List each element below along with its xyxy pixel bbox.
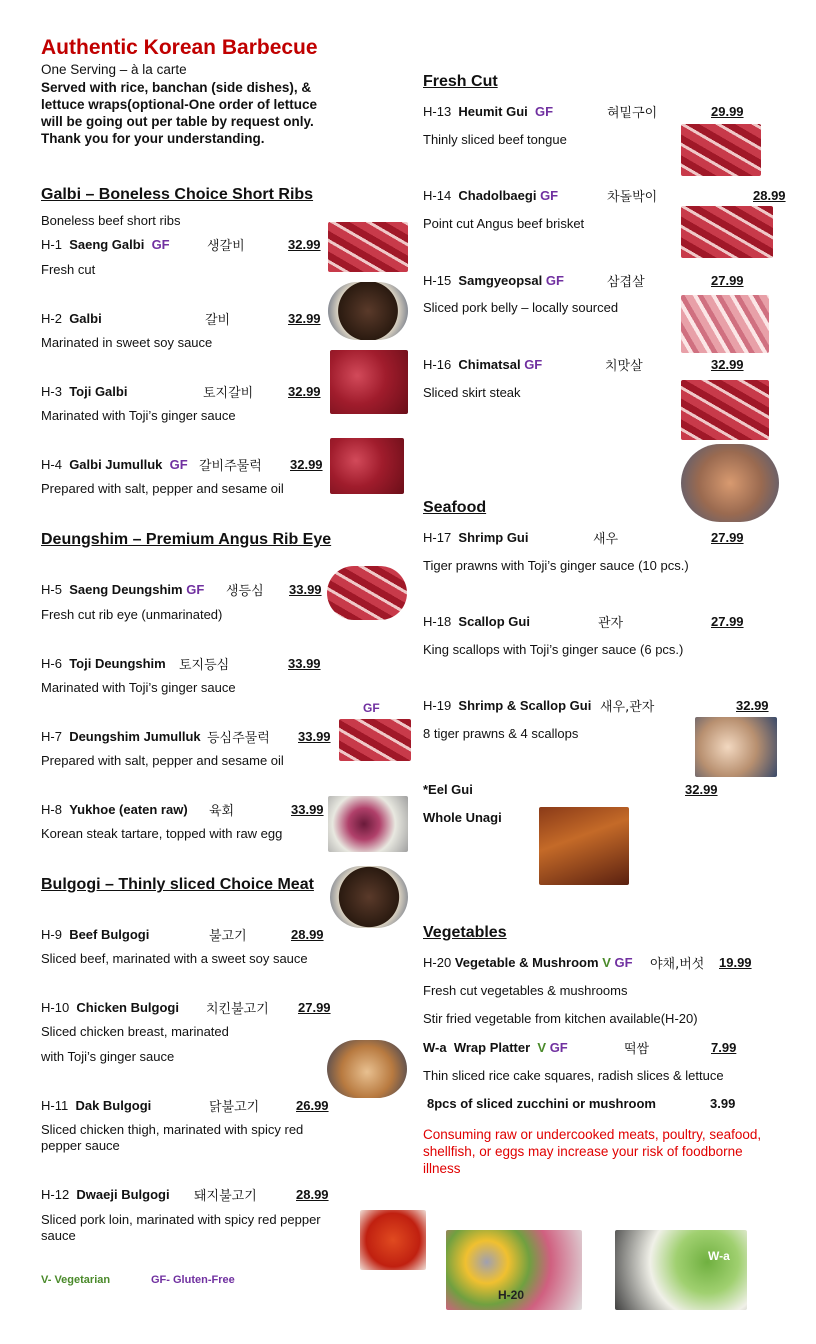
item-code: H-10 xyxy=(41,1000,70,1015)
item-name: Galbi Jumulluk xyxy=(69,457,163,472)
eel-gui-desc: Whole Unagi xyxy=(423,810,502,825)
item-code: H-8 xyxy=(41,802,62,817)
item-desc: Thinly sliced beef tongue xyxy=(423,132,567,147)
item-desc-2: Stir fried vegetable from kitchen available(H-20) xyxy=(423,1011,698,1026)
item-price: 33.99 xyxy=(298,729,331,744)
item-desc-line-1: Sliced chicken breast, marinated xyxy=(41,1024,229,1039)
menu-item-h20 xyxy=(423,955,633,970)
item-price: 33.99 xyxy=(291,802,324,817)
menu-item-h19 xyxy=(423,698,591,713)
item-desc-line-2: sauce xyxy=(41,1228,76,1243)
item-desc: Fresh cut vegetables & mushrooms xyxy=(423,983,628,998)
item-desc: 8 tiger prawns & 4 scallops xyxy=(423,726,579,741)
item-desc: Point cut Angus beef brisket xyxy=(423,216,585,231)
item-code: H-16 xyxy=(423,357,452,372)
warning-line-3: illness xyxy=(423,1161,461,1176)
item-price: 27.99 xyxy=(711,614,744,629)
item-desc: Fresh cut rib eye (unmarinated) xyxy=(41,607,223,622)
menu-item-h7 xyxy=(41,729,201,744)
saeng-deungshim-photo xyxy=(327,566,407,620)
item-desc-line-1: Sliced pork loin, marinated with spicy red pepper xyxy=(41,1212,321,1227)
yukhoe-photo xyxy=(328,796,408,852)
item-name: Yukhoe (eaten raw) xyxy=(69,802,188,817)
item-name: Samgyeopsal xyxy=(458,273,543,288)
item-price: 26.99 xyxy=(296,1098,329,1113)
item-name: Shrimp & Scallop Gui xyxy=(458,698,592,713)
saeng-galbi-photo xyxy=(328,222,408,272)
warning-line-1: Consuming raw or undercooked meats, poultry, seafood, xyxy=(423,1127,762,1142)
menu-item-h17 xyxy=(423,530,528,545)
item-name: Heumit Gui xyxy=(458,104,528,119)
menu-item-h2 xyxy=(41,311,102,326)
menu-item-h13 xyxy=(423,104,553,119)
item-desc: Marinated with Toji’s ginger sauce xyxy=(41,408,236,423)
gf-tag: GF xyxy=(540,188,559,203)
item-korean: 불고기 xyxy=(209,929,247,944)
item-korean: 토지등심 xyxy=(179,658,230,673)
vegetables-heading: Vegetables xyxy=(423,924,507,941)
item-korean: 치맛살 xyxy=(605,359,643,374)
menu-item-h8 xyxy=(41,802,188,817)
item-desc-line-2: with Toji’s ginger sauce xyxy=(41,1049,175,1064)
item-code: H-17 xyxy=(423,530,452,545)
v-tag: V xyxy=(602,955,611,970)
galbi-heading: Galbi – Boneless Choice Short Ribs xyxy=(41,186,314,203)
item-name: Saeng Deungshim xyxy=(69,582,183,597)
item-desc: Marinated in sweet soy sauce xyxy=(41,335,213,350)
item-desc: Tiger prawns with Toji’s ginger sauce (10 pcs.) xyxy=(423,558,689,573)
item-code: W-a xyxy=(423,1040,447,1055)
item-price: 32.99 xyxy=(288,384,321,399)
item-price: 33.99 xyxy=(288,656,321,671)
item-code: H-3 xyxy=(41,384,62,399)
item-desc: Sliced beef, marinated with a sweet soy sauce xyxy=(41,951,308,966)
item-code: H-5 xyxy=(41,582,62,597)
item-price: 28.99 xyxy=(291,927,324,942)
item-korean: 돼지불고기 xyxy=(194,1189,257,1204)
chicken-bulgogi-photo xyxy=(327,1040,407,1098)
item-korean: 등심주물럭 xyxy=(207,731,270,746)
item-desc: Prepared with salt, pepper and sesame oil xyxy=(41,481,284,496)
menu-item-h10 xyxy=(41,1000,179,1015)
item-desc-line-2: pepper sauce xyxy=(41,1138,120,1153)
menu-item-h12 xyxy=(41,1187,170,1202)
gf-tag: GF xyxy=(545,273,564,288)
item-price: 32.99 xyxy=(288,311,321,326)
gf-tag: GF xyxy=(186,582,205,597)
gf-tag: GF xyxy=(524,357,543,372)
toji-galbi-photo xyxy=(330,350,408,414)
gf-tag: GF xyxy=(151,237,170,252)
eel-photo xyxy=(539,807,629,885)
item-korean: 생갈비 xyxy=(207,239,245,254)
item-code: H-9 xyxy=(41,927,62,942)
item-code: H-18 xyxy=(423,614,452,629)
menu-item-h3 xyxy=(41,384,127,399)
gf-tag: GF xyxy=(169,457,188,472)
menu-item-wa xyxy=(423,1040,568,1055)
item-code: H-7 xyxy=(41,729,62,744)
item-price: 27.99 xyxy=(298,1000,331,1015)
eel-gui-name: *Eel Gui xyxy=(423,782,473,797)
item-desc-line-1: Sliced chicken thigh, marinated with spicy red xyxy=(41,1122,304,1137)
item-price: 27.99 xyxy=(711,273,744,288)
menu-item-h9 xyxy=(41,927,149,942)
item-korean: 새우 xyxy=(593,532,619,547)
chimatsal-photo xyxy=(681,380,769,440)
gf-tag: GF xyxy=(549,1040,568,1055)
item-code: H-2 xyxy=(41,311,62,326)
item-price: 33.99 xyxy=(289,582,322,597)
menu-item-h5 xyxy=(41,582,204,597)
item-name: Wrap Platter xyxy=(453,1040,531,1055)
item-name: Dwaeji Bulgogi xyxy=(76,1187,170,1202)
item-price: 27.99 xyxy=(711,530,744,545)
legend-vegetarian: V- Vegetarian xyxy=(41,1274,111,1286)
item-price: 28.99 xyxy=(296,1187,329,1202)
item-code: H-12 xyxy=(41,1187,70,1202)
item-price: 29.99 xyxy=(711,104,744,119)
item-name: Vegetable & Mushroom xyxy=(454,955,599,970)
item-korean: 토지갈비 xyxy=(203,386,254,401)
item-korean: 닭불고기 xyxy=(209,1100,260,1115)
fresh-cut-heading: Fresh Cut xyxy=(423,73,498,90)
item-korean: 차돌박이 xyxy=(607,190,658,205)
seafood-photo xyxy=(681,444,779,522)
item-desc: King scallops with Toji’s ginger sauce (6 pcs.) xyxy=(423,642,684,657)
item-desc: Korean steak tartare, topped with raw egg xyxy=(41,826,283,841)
item-name: Chadolbaegi xyxy=(458,188,537,203)
wrap-platter-photo xyxy=(615,1230,747,1310)
item-code: H-20 xyxy=(423,955,452,970)
vegetable-platter-photo xyxy=(446,1230,582,1310)
dwaeji-bulgogi-photo xyxy=(360,1210,426,1270)
menu-item-h6 xyxy=(41,656,166,671)
item-name: Saeng Galbi xyxy=(69,237,145,252)
item-name: Chimatsal xyxy=(458,357,521,372)
item-code: H-15 xyxy=(423,273,452,288)
wa-photo-label: W-a xyxy=(708,1249,730,1263)
menu-item-h15 xyxy=(423,273,564,288)
samgyeopsal-photo xyxy=(681,295,769,353)
item-code: H-19 xyxy=(423,698,452,713)
item-korean: 갈비 xyxy=(205,313,231,328)
seafood-heading: Seafood xyxy=(423,499,487,516)
item-name: Scallop Gui xyxy=(458,614,530,629)
gf-tag: GF xyxy=(535,104,554,119)
bulgogi-heading: Bulgogi – Thinly sliced Choice Meat xyxy=(41,876,314,893)
menu-item-h11 xyxy=(41,1098,151,1113)
h7-photo-gf-label: GF xyxy=(363,701,380,715)
notice-line-2: lettuce wraps(optional-One order of lettuce xyxy=(41,97,318,112)
extra-item-price: 3.99 xyxy=(710,1096,736,1111)
notice-line-1: Served with rice, banchan (side dishes), & xyxy=(41,80,312,95)
item-price: 32.99 xyxy=(288,237,321,252)
item-name: Galbi xyxy=(69,311,102,326)
item-desc: Sliced pork belly – locally sourced xyxy=(423,300,619,315)
extra-item-name: 8pcs of sliced zucchini or mushroom xyxy=(427,1096,656,1111)
menu-item-h1 xyxy=(41,237,170,252)
item-korean: 새우,관자 xyxy=(600,700,655,715)
menu-title: Authentic Korean Barbecue xyxy=(41,36,318,59)
item-price: 19.99 xyxy=(719,955,752,970)
item-korean: 삼겹살 xyxy=(607,275,645,290)
item-code: H-11 xyxy=(41,1098,69,1113)
item-name: Toji Galbi xyxy=(69,384,128,399)
item-name: Chicken Bulgogi xyxy=(76,1000,179,1015)
item-name: Shrimp Gui xyxy=(458,530,529,545)
item-desc: Thin sliced rice cake squares, radish slices & lettuce xyxy=(423,1068,724,1083)
item-code: H-6 xyxy=(41,656,62,671)
item-code: H-14 xyxy=(423,188,452,203)
chadolbaegi-photo xyxy=(681,206,773,258)
menu-item-h4 xyxy=(41,457,188,472)
item-korean: 갈비주물럭 xyxy=(199,459,262,474)
item-price: 32.99 xyxy=(736,698,769,713)
v-tag: V xyxy=(537,1040,547,1055)
item-korean: 생등심 xyxy=(226,584,264,599)
item-korean: 혀밑구이 xyxy=(607,106,658,121)
item-korean: 떡쌈 xyxy=(624,1042,650,1057)
item-price: 32.99 xyxy=(711,357,744,372)
item-price: 7.99 xyxy=(711,1040,737,1055)
deungshim-heading: Deungshim – Premium Angus Rib Eye xyxy=(41,531,332,548)
item-name: Toji Deungshim xyxy=(69,656,166,671)
gf-tag: GF xyxy=(614,955,633,970)
item-price: 32.99 xyxy=(290,457,323,472)
menu-item-h14 xyxy=(423,188,558,203)
item-code: H-4 xyxy=(41,457,62,472)
legend-gluten-free: GF- Gluten-Free xyxy=(151,1274,235,1286)
serving-note: One Serving – à la carte xyxy=(41,62,187,77)
menu-item-h16 xyxy=(423,357,542,372)
item-desc: Sliced skirt steak xyxy=(423,385,521,400)
item-name: Beef Bulgogi xyxy=(69,927,150,942)
item-korean: 육회 xyxy=(209,804,235,819)
item-code: H-1 xyxy=(41,237,62,252)
notice-line-4: Thank you for your understanding. xyxy=(41,131,265,146)
item-desc: Fresh cut xyxy=(41,262,96,277)
item-korean: 관자 xyxy=(598,616,624,631)
heumit-gui-photo xyxy=(681,124,761,176)
warning-line-2: shellfish, or eggs may increase your risk of foodborne xyxy=(423,1144,743,1159)
galbi-note: Boneless beef short ribs xyxy=(41,213,181,228)
item-desc: Marinated with Toji’s ginger sauce xyxy=(41,680,236,695)
shrimp-scallop-photo xyxy=(695,717,777,777)
galbi-photo xyxy=(328,282,408,340)
item-desc: Prepared with salt, pepper and sesame oil xyxy=(41,753,284,768)
notice-line-3: will be going out per table by request only. xyxy=(41,114,314,129)
item-code: H-13 xyxy=(423,104,452,119)
item-korean: 치킨불고기 xyxy=(206,1002,269,1017)
galbi-jumulluk-photo xyxy=(330,438,404,494)
bulgogi-photo xyxy=(330,866,408,928)
item-name: Deungshim Jumulluk xyxy=(69,729,201,744)
menu-item-h18 xyxy=(423,614,530,629)
eel-gui-price: 32.99 xyxy=(685,782,718,797)
deungshim-jumulluk-photo xyxy=(339,719,411,761)
item-price: 28.99 xyxy=(753,188,786,203)
item-name: Dak Bulgogi xyxy=(75,1098,152,1113)
item-korean: 야채,버섯 xyxy=(650,957,705,972)
h20-photo-label: H-20 xyxy=(498,1288,525,1302)
